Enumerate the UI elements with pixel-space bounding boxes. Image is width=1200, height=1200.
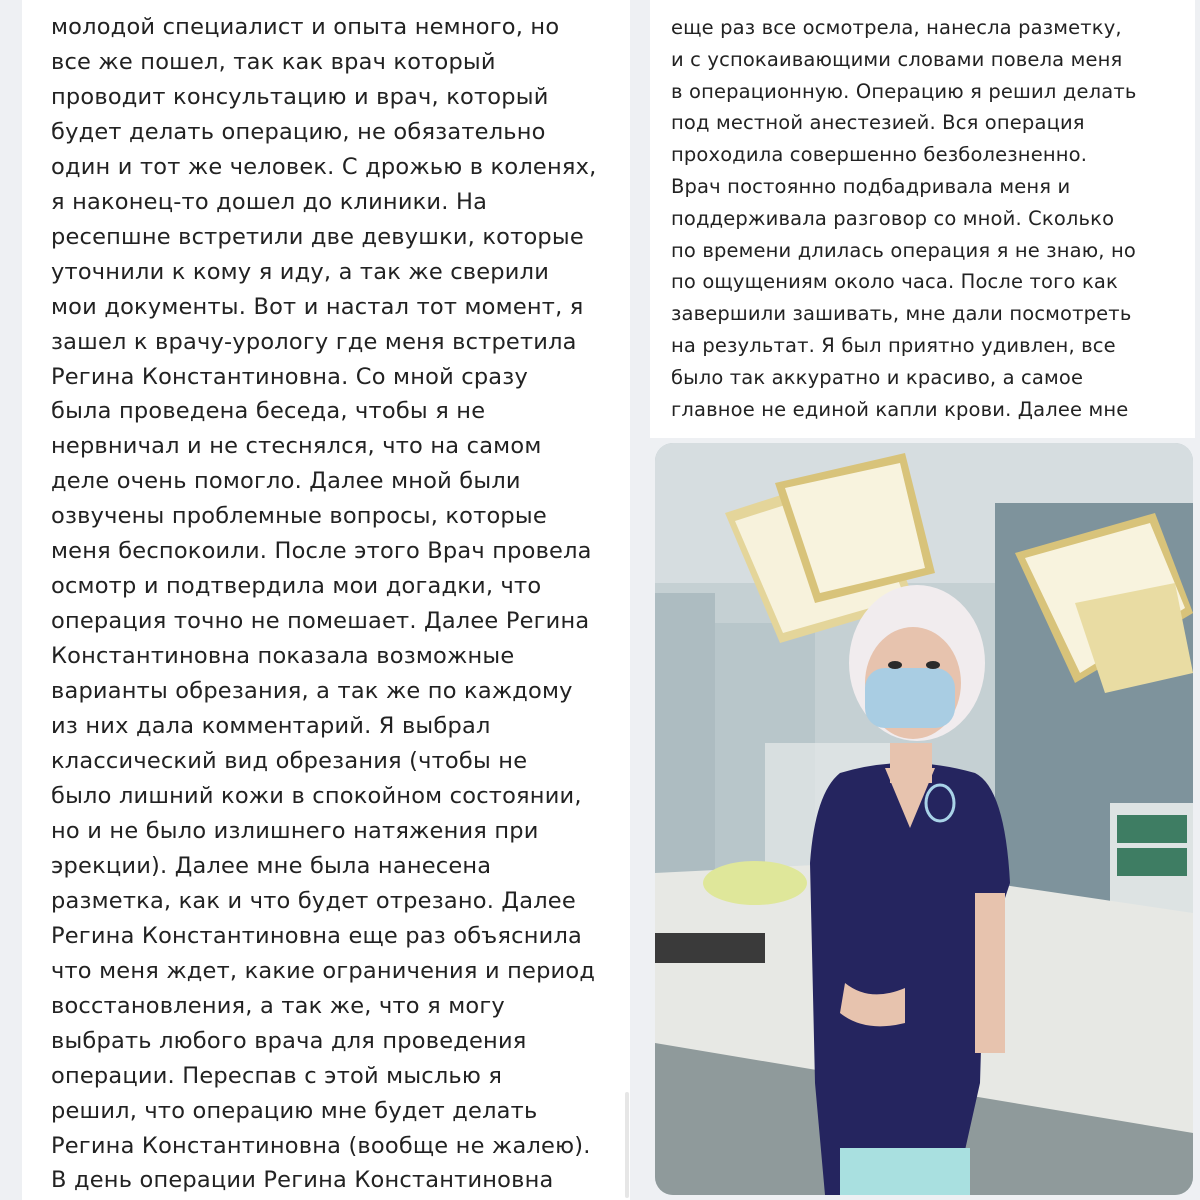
review-line: проходила совершенно безболезненно. [671, 143, 1088, 167]
scrollbar[interactable] [625, 1092, 629, 1198]
review-line: ресепшне встретили две девушки, которые [51, 223, 584, 250]
review-line: классический вид обрезания (чтобы не [51, 748, 528, 775]
review-line: и с успокаивающими словами повела меня [671, 47, 1123, 71]
review-line: уточнили к кому я иду, а так же сверили [51, 258, 550, 285]
review-line: В день операции Регина Константиновна [51, 1167, 554, 1194]
review-line: операция точно не помешает. Далее Регина [51, 608, 590, 635]
review-line: главное не единой капли крови. Далее мне [671, 397, 1129, 421]
review-line: восстановления, а так же, что я могу [51, 992, 505, 1019]
review-line: я наконец-то дошел до клиники. На [51, 188, 488, 215]
review-line: один и тот же человек. С дрожью в коленях, [51, 153, 597, 180]
review-line: будет делать операцию, не обязательно [51, 118, 546, 145]
review-line: что меня ждет, какие ограничения и период [51, 957, 596, 984]
review-line: в операционную. Операцию я решил делать [671, 79, 1137, 103]
review-line: операции. Переспав с этой мыслью я [51, 1062, 503, 1089]
left-review-panel [22, 0, 630, 1200]
review-line: решил, что операцию мне будет делать [51, 1097, 538, 1124]
review-line: проводит консультацию и врач, который [51, 83, 549, 110]
review-line: мои документы. Вот и настал тот момент, я [51, 293, 584, 320]
table-arm [655, 933, 765, 963]
pillow [703, 861, 807, 905]
right-review-panel [650, 0, 1195, 438]
doctor-photo [655, 443, 1193, 1195]
cabinet-drawer [1117, 815, 1187, 843]
cabinet-drawer [1117, 848, 1187, 876]
review-line: Регина Константиновна (вообще не жалею). [51, 1132, 591, 1159]
review-line: еще раз все осмотрела, нанесла разметку, [671, 16, 1122, 39]
review-line: под местной анестезией. Вся операция [671, 111, 1085, 135]
review-line: была проведена беседа, чтобы я не [51, 398, 486, 425]
review-line: озвучены проблемные вопросы, которые [51, 503, 547, 530]
review-line: молодой специалист и опыта немного, но [51, 14, 560, 40]
review-line: зашел к врачу-урологу где меня встретила [51, 328, 577, 355]
review-line: варианты обрезания, а так же по каждому [51, 678, 573, 705]
review-line: осмотр и подтвердила мои догадки, что [51, 573, 542, 600]
review-line: Врач постоянно подбадривала меня и [671, 174, 1071, 198]
review-line: все же пошел, так как врач который [51, 48, 496, 75]
review-line: меня беспокоили. После этого Врач провела [51, 538, 592, 565]
review-line: по времени длилась операция я не знаю, но [671, 238, 1136, 262]
review-line: деле очень помогло. Далее мной были [51, 468, 521, 495]
right-review-text [671, 12, 1191, 425]
left-review-text [51, 10, 621, 1198]
review-line: по ощущениям около часа. После того как [671, 270, 1118, 294]
review-line: Регина Константиновна еще раз объяснила [51, 922, 583, 949]
review-line: выбрать любого врача для проведения [51, 1027, 527, 1054]
review-line: но и не было излишнего натяжения при [51, 817, 539, 844]
operating-room-illustration [655, 443, 1193, 1195]
review-line: было так аккуратно и красиво, а самое [671, 365, 1084, 389]
review-line: эрекции). Далее мне была нанесена [51, 852, 492, 879]
review-line: Константиновна показала возможные [51, 643, 515, 670]
review-line: из них дала комментарий. Я выбрал [51, 713, 491, 740]
review-line: поддерживала разговор со мной. Сколько [671, 206, 1115, 230]
review-line: Регина Константиновна. Со мной сразу [51, 363, 528, 390]
review-line: разметка, как и что будет отрезано. Далее [51, 887, 576, 914]
review-line: завершили зашивать, мне дали посмотреть [671, 302, 1132, 326]
review-line: на результат. Я был приятно удивлен, все [671, 333, 1116, 357]
review-line: было лишний кожи в спокойном состоянии, [51, 782, 582, 809]
review-line: нервничал и не стеснялся, что на самом [51, 433, 542, 460]
